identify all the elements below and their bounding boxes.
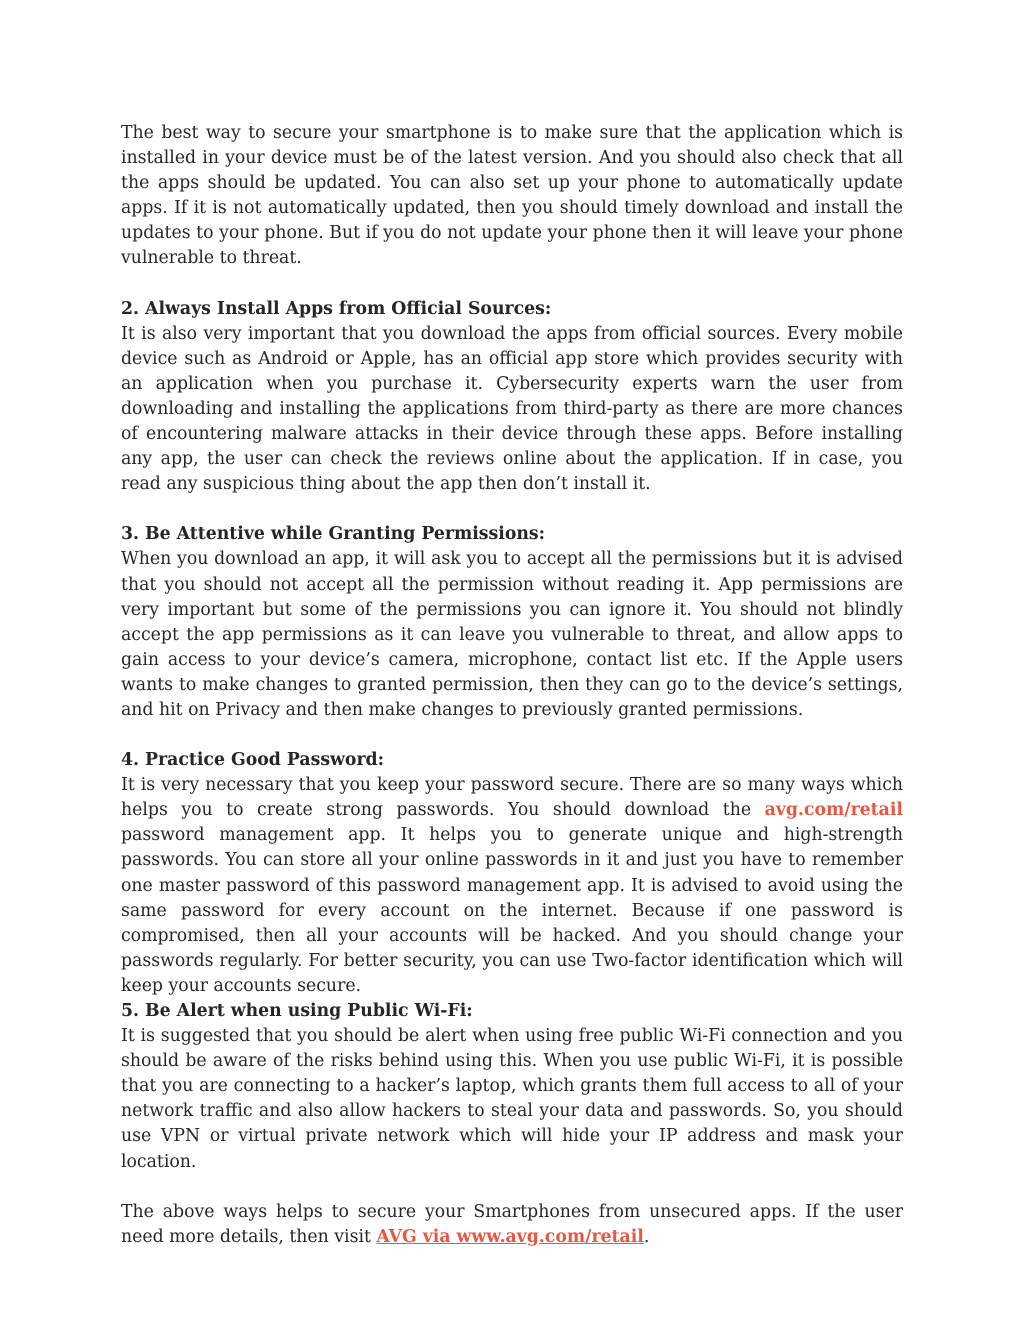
section-3-heading: 3. Be Attentive while Granting Permissions: (121, 524, 546, 545)
outro-text: The above ways helps to secure your Smartphones from unsecured apps. If the user need more details, then visit (121, 1201, 903, 1247)
section-5-heading: 5. Be Alert when using Public Wi-Fi: (121, 1001, 473, 1021)
document-page (121, 121, 903, 1250)
section-3-body: When you download an app, it will ask you to accept all the permissions but it is advised that you should not accept all the permission without reading it. App permissions are very important but some of the permissions you can ignore it. You should not blindly accept the app permissions as it can leave you vulnerable to threat, and allow apps to gain access to your device’s camera, microphone, contact list etc. If the Apple users wants to make changes to granted permission, then they can go to the device’s settings, and hit on Privacy and then make changes to previously granted permissions. (121, 549, 903, 720)
section-4-heading: 4. Practice Good Password: (121, 750, 385, 771)
avg-website-link[interactable]: AVG via www.avg.com/retail (376, 1226, 644, 1247)
section-5-body: It is suggested that you should be alert when using free public Wi-Fi connection and you should be aware of the risks behind using this. When you use public Wi-Fi, it is possible that you are connecting to a hacker’s laptop, which grants them full access to all of your network traffic and also allow hackers to steal your data and passwords. So, you should use VPN or virtual private network which will hide your IP address and mask your location. (121, 1026, 903, 1172)
outro-period: . (643, 1226, 650, 1247)
section-4-body-end: password management app. It helps you to generate unique and high-strength passwords. You can store all your online passwords in it and just you have to remember one master password of this password management app. It is advised to avoid using the same password for every account on the internet. Because if one password is compromised, then all your accounts will be hacked. And you should change your passwords regularly. For better security, you can use Two-factor identification which will keep your accounts secure. (121, 825, 903, 996)
intro-paragraph: The best way to secure your smartphone is to make sure that the application which is installed in your device must be of the latest version. And you should also check that all the apps should be updated. You can also set up your phone to automatically update apps. If it is not automatically updated, then you should timely download and install the updates to your phone. But if you do not update your phone then it will leave your phone vulnerable to threat. (121, 123, 903, 269)
section-2-heading: 2. Always Install Apps from Official Sources: (121, 298, 552, 319)
section-2-body: It is also very important that you download the apps from official sources. Every mobile device such as Android or Apple, has an official app store which provides security with an application when you purchase it. Cybersecurity experts warn the user from downloading and installing the applications from third-party as there are more chances of encountering malware attacks in their device through these apps. Before installing any app, the user can check the reviews online about the application. If in case, you read any suspicious thing about the app then don’t install it. (121, 323, 903, 495)
section-4-body (121, 773, 903, 999)
avg-retail-link[interactable]: avg.com/retail (764, 800, 903, 821)
section-4-body-start: It is very necessary that you keep your password secure. There are so many ways which helps you to create strong passwords. You should download the (121, 775, 903, 821)
outro-paragraph (121, 1200, 903, 1250)
